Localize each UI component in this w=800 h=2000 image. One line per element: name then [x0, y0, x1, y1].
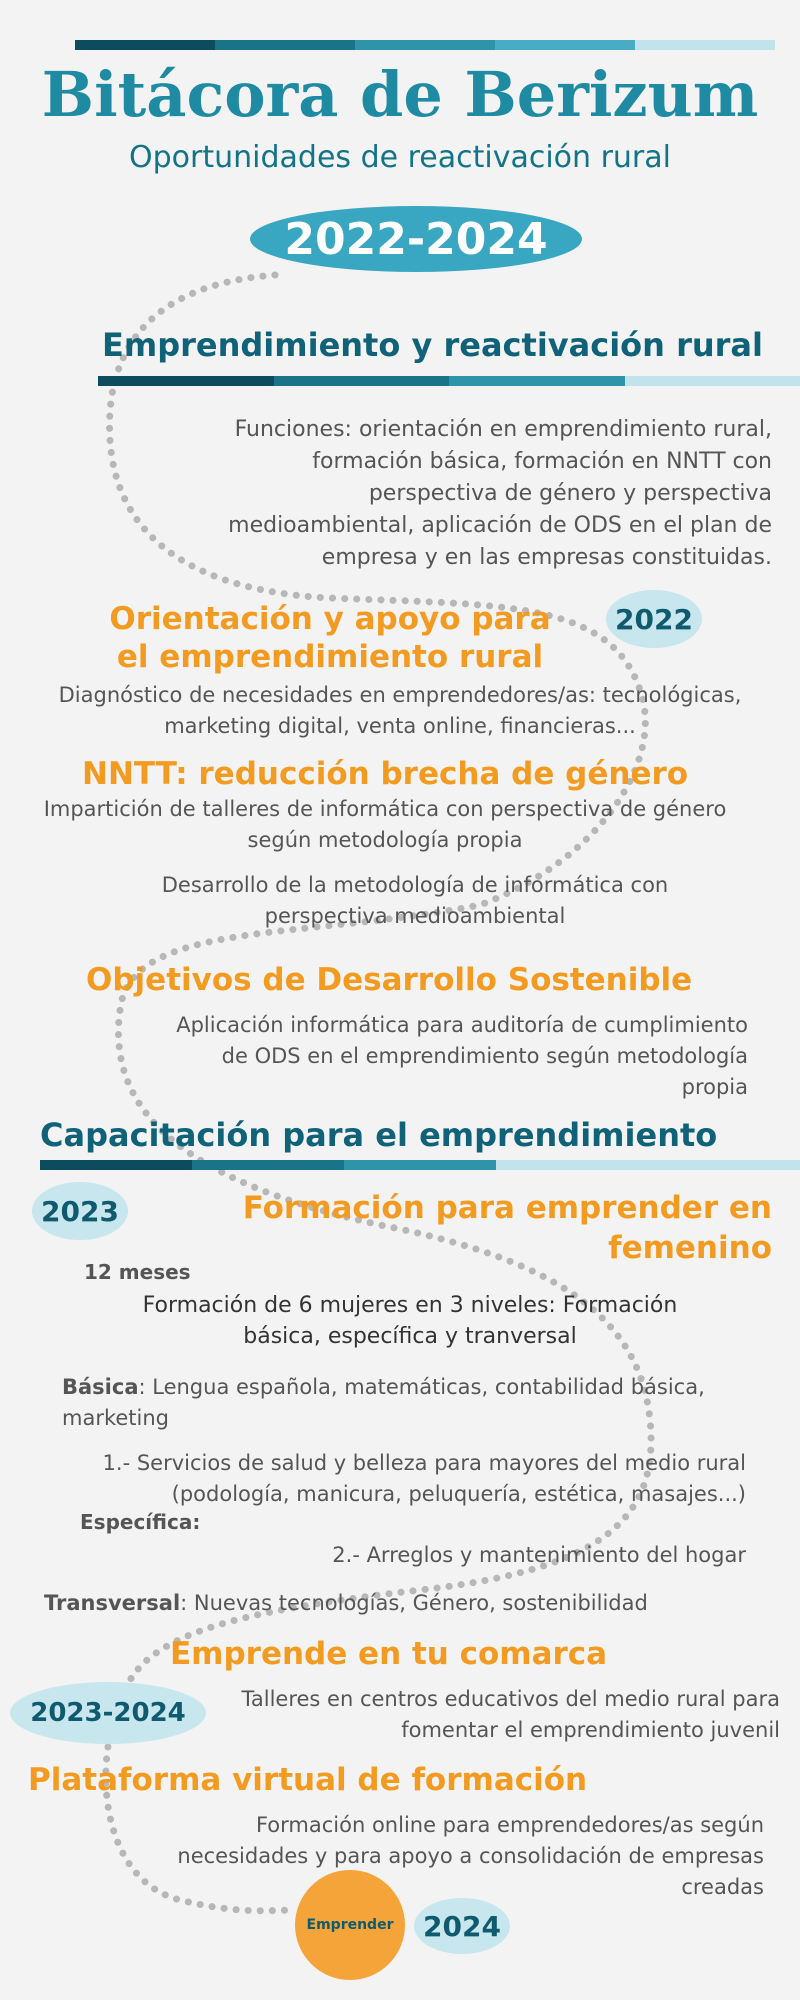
basic-label: Básica: [62, 1375, 139, 1399]
page-subtitle: Oportunidades de reactivación rural: [129, 140, 671, 175]
item-text-orientacion: Diagnóstico de necesidades en emprendedores/as: tecnológicas, marketing digital, venta online, financieras...: [58, 683, 742, 738]
year-badge-2023-2024: 2023-2024: [10, 1682, 206, 1744]
period-badge: 2022-2024: [250, 206, 582, 272]
item-title-nntt: NNTT: reducción brecha de género: [82, 756, 689, 792]
training-duration: 12 meses: [84, 1260, 191, 1284]
transversal-label: Transversal: [44, 1591, 181, 1615]
year-badge-2024: 2024: [414, 1898, 510, 1954]
training-title: Formación para emprender en femenino: [242, 1190, 772, 1266]
training-specific-2: 2.- Arreglos y mantenimiento del hogar: [332, 1543, 746, 1567]
transversal-text: : Nuevas tecnologías, Género, sostenibilidad: [180, 1591, 648, 1615]
item-text-nntt-2: Desarrollo de la metodología de informática con perspectiva medioambiental: [161, 873, 669, 928]
section1-color-bar: [98, 376, 800, 386]
item-title-ods: Objetivos de Desarrollo Sostenible: [86, 962, 693, 998]
training-summary: Formación de 6 mujeres en 3 niveles: Formación básica, específica y tranversal: [142, 1293, 678, 1349]
year-badge-2022: 2022: [606, 590, 702, 648]
item-title-orientacion: Orientación y apoyo para el emprendimiento rural: [109, 601, 551, 675]
training-transversal: [44, 1588, 784, 1619]
section-title-capacitacion: Capacitación para el emprendimiento: [40, 1116, 718, 1154]
platform-title: Plataforma virtual de formación: [28, 1762, 588, 1798]
emprender-logo: Emprender: [295, 1870, 405, 1980]
year-badge-2023: 2023: [32, 1182, 128, 1240]
section-title-emprendimiento: Emprendimiento y reactivación rural: [102, 326, 763, 364]
comarca-title: Emprende en tu comarca: [170, 1636, 608, 1672]
section2-color-bar: [40, 1160, 800, 1170]
item-text-ods: Aplicación informática para auditoría de cumplimiento de ODS en el emprendimiento según metodología propia: [176, 1013, 748, 1099]
header-color-bar: [75, 40, 775, 50]
comarca-text: Talleres en centros educativos del medio rural para fomentar el emprendimiento juvenil: [241, 1687, 780, 1742]
functions-text: Funciones: orientación en emprendimiento rural, formación básica, formación en NNTT con perspectiva de género y perspectiva medioambiental, aplicación de ODS en el plan de empresa y en las empresas constituidas.: [228, 417, 772, 570]
item-text-nntt: Impartición de talleres de informática con perspectiva de género según metodología propia: [43, 797, 727, 852]
training-basic: [62, 1372, 742, 1434]
basic-text: : Lengua española, matemáticas, contabilidad básica, marketing: [62, 1375, 705, 1430]
page-title: Bitácora de Berizum: [41, 58, 759, 131]
platform-text: Formación online para emprendedores/as según necesidades y para apoyo a consolidación de empresas creadas: [177, 1813, 764, 1899]
training-specific-1: 1.- Servicios de salud y belleza para mayores del medio rural (podología, manicura, peluquería, estética, masajes...): [102, 1451, 746, 1506]
training-specific-label: Específica:: [80, 1510, 201, 1534]
